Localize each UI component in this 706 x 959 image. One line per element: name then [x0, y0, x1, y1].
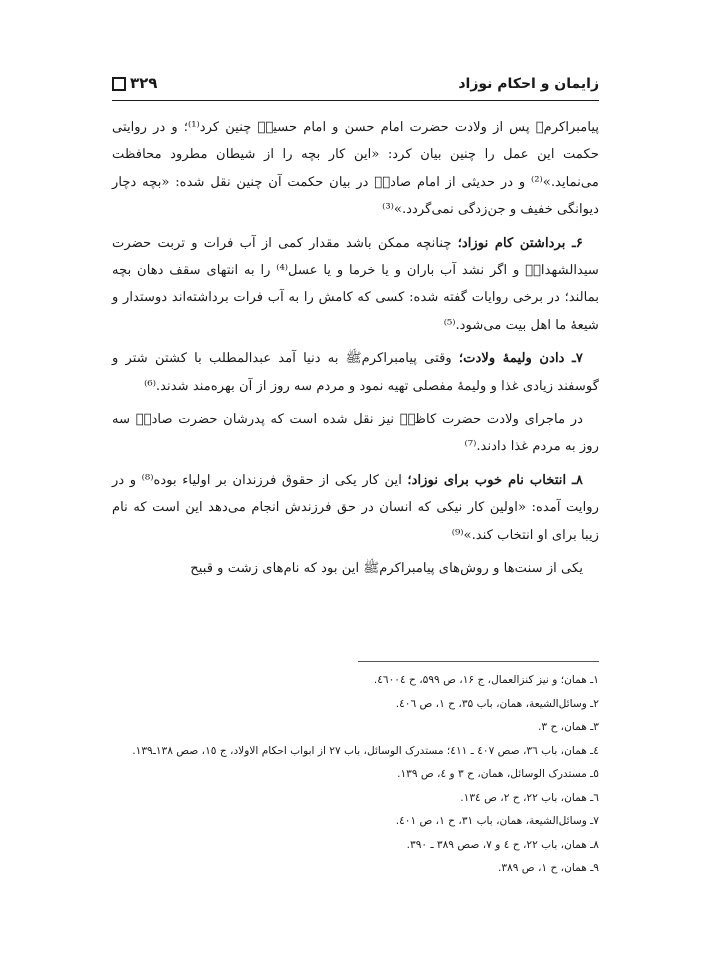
footnote-6: ٦ـ همان، باب ۲۲، ح ۲، ص ۱۳٤.	[460, 791, 599, 804]
paragraph-5	[112, 467, 599, 549]
running-header	[112, 74, 599, 98]
paragraph-3-text: وقتی پیامبراکرمﷺ به دنیا آمد عبدالمطلب با کشتن شتر و گوسفند زیادی غذا و ولیمهٔ مفصلی تهیه نمود و مردم سه روز از آن بهره‌مند شدند.⁽⁶⁾	[112, 351, 599, 394]
paragraph-3-heading: ۷ـ دادن ولیمهٔ ولادت؛	[458, 351, 583, 367]
footnote-rule	[358, 661, 599, 662]
footnote-8: ۸ـ همان، باب ۲۲، ح ٤ و ۷، صص ۳۸۹ ـ ۳۹۰.	[406, 838, 599, 851]
footnote-4: ٤ـ همان، باب ۳٦، صص ٤٠٧ ـ ٤١١؛ مستدرک الوسائل، باب ۲۷ از ابواب احکام الاولاد، ج ۱٥، صص ۱۳۸ـ۱۳۹.	[132, 744, 599, 757]
footnote-1: ۱ـ همان؛ و نیز کنزالعمال، ج ۱۶، ص ۵۹۹، ح ٤٦٠٠٤.	[373, 674, 599, 686]
footnote-5: ٥ـ مستدرک الوسائل، همان، ح ۳ و ٤، ص ۱۳۹.	[397, 768, 599, 780]
paragraph-5-heading: ۸ـ انتخاب نام خوب برای نوزاد؛	[407, 472, 584, 488]
running-title: زایمان و احکام نوزاد	[458, 76, 599, 92]
footnote-3: ۳ـ همان، ح ۳.	[538, 721, 599, 733]
footnotes	[112, 669, 599, 881]
header-rule	[112, 100, 599, 101]
paragraph-2-text: چنانچه ممکن باشد مقدار کمی از آب فرات و تربت حضرت سیدالشهداءؑ و اگر نشد آب باران و یا خرما و یا عسل⁽⁴⁾ را به انتهای سقف دهان بچه بمالند؛ در برخی روایات گفته شده: کسی که کامش را به آب فرات برداشته‌اند دوستدار و شیعهٔ ما اهل بیت می‌شود.⁽⁵⁾	[112, 235, 599, 333]
paragraph-1: پیامبراکرمﷺ پس از ولادت حضرت امام حسن و امام حسینؑ چنین کرد⁽¹⁾؛ و در روایتی حکمت این عمل را چنین بیان کرد: «این کار بچه را از شیطان مطرود محافظت می‌نماید.»⁽²⁾ و در حدیثی از امام صادقؑ در بیان حکمت آن چنین نقل شده: «بچه دچار دیوانگی خفیف و جن‌زدگی نمی‌گردد.»⁽³⁾	[112, 120, 599, 218]
paragraph-5-text: این کار یکی از حقوق فرزندان بر اولیاء بوده⁽⁸⁾ و در روایت آمده: «اولین کار نیکی که انسان در حق فرزندش انجام می‌دهد این است که نام زیبا برای او انتخاب کند.»⁽⁹⁾	[112, 472, 599, 543]
paragraph-2	[112, 230, 599, 340]
footnote-7: ۷ـ وسائل‌الشیعة، همان، باب ۳۱، ح ۱، ص ٤٠۱.	[395, 815, 599, 827]
paragraph-2-heading: ۶ـ برداشتن کام نوزاد؛	[457, 235, 583, 251]
page-number-text: ۳۲۹	[130, 74, 158, 92]
paragraph-6: یکی از سنت‌ها و روش‌های پیامبراکرمﷺ این بود که نام‌های زشت و قبیح	[190, 561, 583, 577]
square-marker-icon	[112, 77, 126, 91]
paragraph-4: در ماجرای ولادت حضرت کاظمؑ نیز نقل شده است که پدرشان حضرت صادقؑ سه روز به مردم غذا دادند.⁽⁷⁾	[112, 412, 599, 455]
paragraph-3	[112, 345, 599, 400]
page-number	[112, 74, 157, 92]
body-text	[112, 114, 599, 589]
footnote-2: ۲ـ وسائل‌الشیعة، همان، باب ۳۵، ح ۱، ص ٤٠٦.	[395, 697, 599, 710]
footnote-9: ۹ـ همان، ح ۱، ص ۳۸۹.	[497, 862, 599, 874]
